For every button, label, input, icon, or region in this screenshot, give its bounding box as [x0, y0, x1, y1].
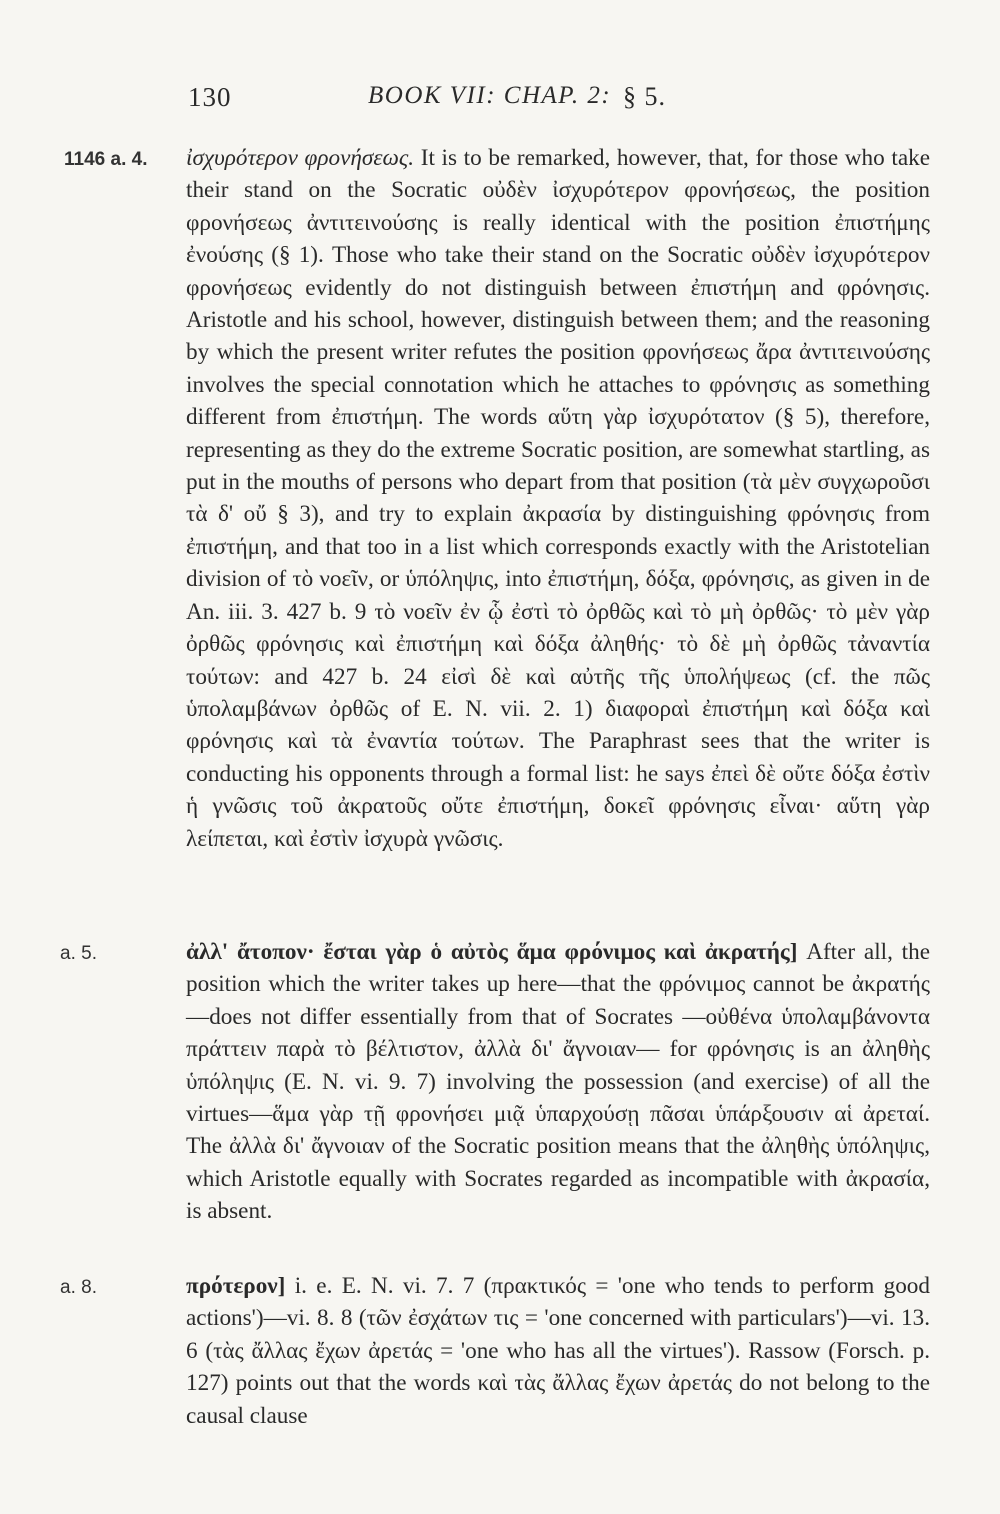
commentary-note — [64, 142, 931, 855]
lemma: ἰσχυρότερον φρονήσεως. — [186, 145, 415, 171]
lemma: ἀλλ' ἄτοπον· ἔσται γὰρ ὁ αὐτὸς ἅμα φρόνιμος καὶ ἀκρατής] — [186, 939, 798, 965]
line-reference: a. 8. — [60, 1277, 97, 1298]
running-title: BOOK VII: CHAP. 2: — [368, 82, 612, 109]
note-text: It is to be remarked, however, that, for those who take their stand on the Socratic οὐδὲν ἰσχυρότερον φρονήσεως, the position φρονήσεως ἀντιτεινούσης is really identical with the position ἐπιστήμης ἐνούσης (§ 1). Those who take their stand on the Socratic οὐδὲν ἰσχυρότερον φρονήσεως evidently do not distinguish between ἐπιστήμη and φρόνησις. Aristotle and his school, however, distinguish between them; and the reasoning by which the present writer refutes the position φρονήσεως ἄρα ἀντιτεινούσης involves the special connotation which he attaches to φρόνησις as something different from ἐπιστήμη. The words αὕτη γὰρ ἰσχυρότατον (§ 5), therefore, representing as they do the extreme Socratic position, are somewhat startling, as put in the mouths of persons who depart from that position (τὰ μὲν συγχωροῦσι τὰ δ' οὔ § 3), and try to explain ἀκρασία by distinguishing φρόνησις from ἐπιστήμη, and that too in a list which corresponds exactly with the Aristotelian division of τὸ νοεῖν, or ὑπόληψις, into ἐπιστήμη, δόξα, φρόνησις, as given in de An. iii. 3. 427 b. 9 τὸ νοεῖν ἐν ᾧ ἐστὶ τὸ ὀρθῶς καὶ τὸ μὴ ὀρθῶς· τὸ μὲν γὰρ ὀρθῶς φρόνησις καὶ ἐπιστήμη καὶ δόξα ἀληθής· τὸ δὲ μὴ ὀρθῶς τἀναντία τούτων: and 427 b. 24 εἰσὶ δὲ καὶ αὐτῆς τῆς ὑπολήψεως (cf. the πῶς ὑπολαμβάνων ὀρθῶς of E. N. vii. 2. 1) διαφοραὶ ἐπιστήμη καὶ δόξα καὶ φρόνησις καὶ τὰ ἐναντία τούτων. The Paraphrast sees that the writer is conducting his opponents through a formal list: he says ἐπεὶ δὲ οὔτε δόξα ἐστὶν ἡ γνῶσις τοῦ ἀκρατοῦς οὔτε ἐπιστήμη, δοκεῖ φρόνησις εἶναι· αὕτη γὰρ λείπεται, καὶ ἐστὶν ἰσχυρὰ γνῶσις. — [186, 145, 931, 852]
page-number: 130 — [188, 82, 232, 112]
note-text: After all, the position which the writer takes up here—that the φρόνιμος cannot be ἀκρατής—does not differ essentially from that of Socrates —οὐθένα ὑπολαμβάνοντα πράττειν παρὰ τὸ βέλτιστον, ἀλλὰ δι' ἄγνοιαν— for φρόνησις is an ἀληθὴς ὑπόληψις (E. N. vi. 9. 7) involving the possession (and exercise) of all the virtues—ἅμα γὰρ τῇ φρονήσει μιᾷ ὑπαρχούσῃ πᾶσαι ὑπάρξουσιν αἱ ἀρεταί. The ἀλλὰ δι' ἄγνοιαν of the Socratic position means that the ἀληθὴς ὑπόληψις, which Aristotle equally with Socrates regarded as incompatible with ἀκρασία, is absent. — [186, 939, 931, 1225]
line-reference: a. 5. — [60, 943, 97, 964]
section-reference: § 5. — [623, 82, 666, 111]
running-head — [0, 82, 1000, 122]
lemma: πρότερον] — [186, 1273, 286, 1299]
commentary-note — [60, 936, 931, 1228]
note-text: i. e. E. N. vi. 7. 7 (πρακτικός = 'one who tends to perform good actions')—vi. 8. 8 (τῶν ἐσχάτων τις = 'one concerned with particulars')—vi. 13. 6 (τὰς ἄλλας ἔχων ἀρετάς = 'one who has all the virtues'). Rassow (Forsch. p. 127) points out that the words καὶ τὰς ἄλλας ἔχων ἀρετάς do not belong to the causal clause — [186, 1273, 930, 1429]
commentary-note — [60, 1270, 930, 1432]
line-reference: 1146 a. 4. — [64, 149, 148, 170]
